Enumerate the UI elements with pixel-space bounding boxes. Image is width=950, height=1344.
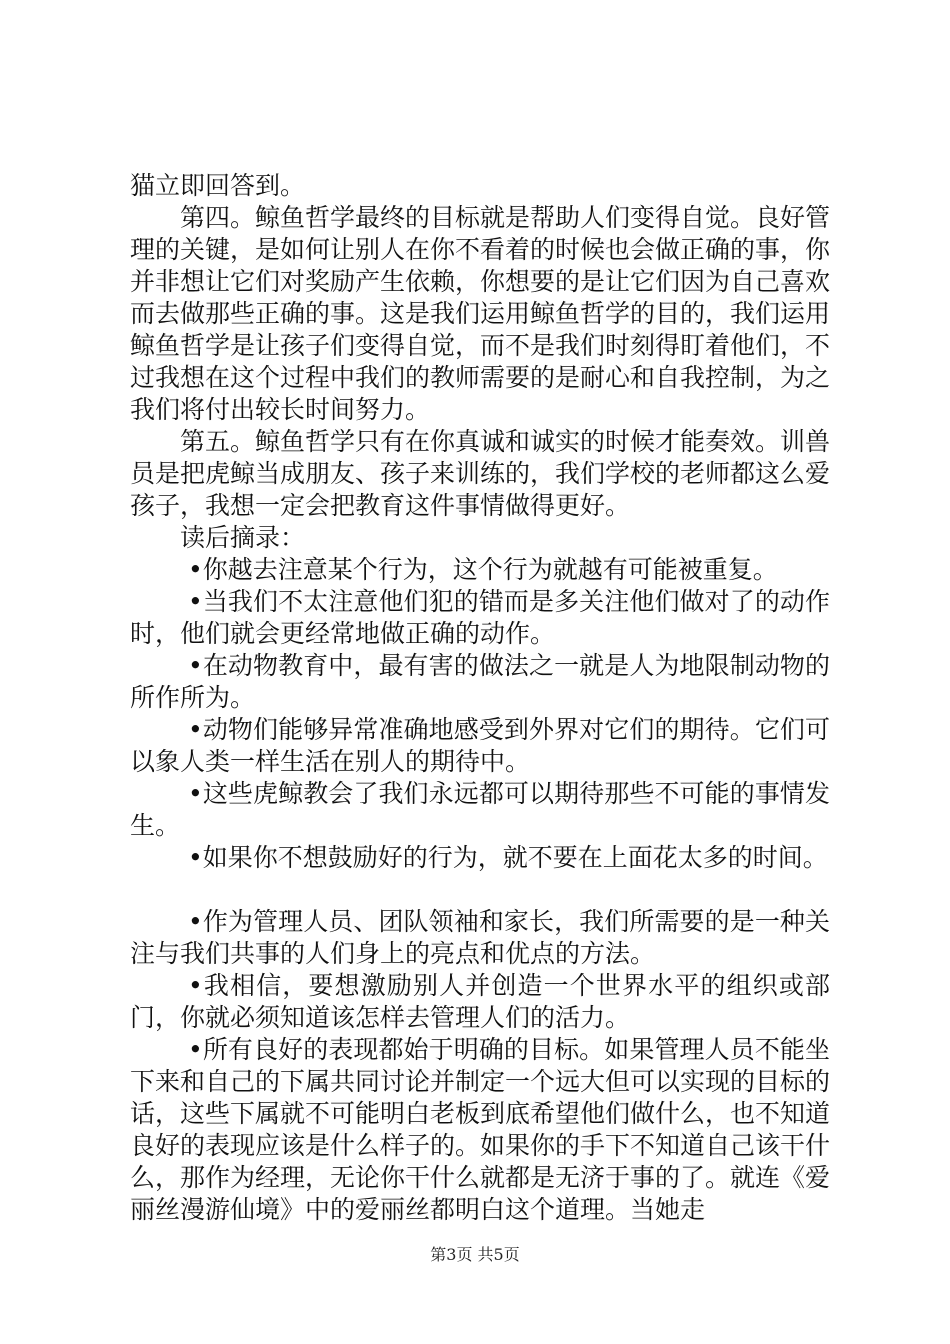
excerpt-item: •动物们能够异常准确地感受到外界对它们的期待。它们可以象人类一样生活在别人的期待中。 bbox=[130, 715, 830, 776]
excerpt-item: •在动物教育中，最有害的做法之一就是人为地限制动物的所作所为。 bbox=[130, 651, 830, 712]
excerpt-item: •我相信，要想激励别人并创造一个世界水平的组织或部门，你就必须知道该怎样去管理人们的活力。 bbox=[130, 971, 830, 1032]
page-number-footer: 第3页 共5页 bbox=[430, 1245, 520, 1264]
excerpt-item: •所有良好的表现都始于明确的目标。如果管理人员不能坐下来和自己的下属共同讨论并制定一个远大但可以实现的目标的话，这些下属就不可能明白老板到底希望他们做什么，也不知道良好的表现应该是什么样子的。如果你的手下不知道自己该干什么，那作为经理，无论你干什么就都是无济于事的了。就连《爱丽丝漫游仙境》中的爱丽丝都明白这个道理。当她走 bbox=[130, 1035, 831, 1224]
excerpts-heading: 读后摘录： bbox=[180, 523, 306, 552]
body-text bbox=[130, 170, 830, 1226]
paragraph-continuation: 猫立即回答到。 bbox=[130, 171, 306, 200]
paragraph-point-four: 第四。鲸鱼哲学最终的目标就是帮助人们变得自觉。良好管理的关键，是如何让别人在你不看着的时候也会做正确的事，你并非想让它们对奖励产生依赖，你想要的是让它们因为自己喜欢而去做那些正确的事。这是我们运用鲸鱼哲学的目的，我们运用鲸鱼哲学是让孩子们变得自觉，而不是我们时刻得盯着他们，不过我想在这个过程中我们的教师需要的是耐心和自我控制，为之我们将付出较长时间努力。 bbox=[130, 203, 831, 424]
blank-line bbox=[130, 874, 830, 906]
excerpt-item: •你越去注意某个行为，这个行为就越有可能被重复。 bbox=[188, 555, 778, 584]
excerpt-item: •如果你不想鼓励好的行为，就不要在上面花太多的时间。 bbox=[188, 843, 828, 872]
excerpt-item: •这些虎鲸教会了我们永远都可以期待那些不可能的事情发生。 bbox=[130, 779, 830, 840]
excerpt-item: •作为管理人员、团队领袖和家长，我们所需要的是一种关注与我们共事的人们身上的亮点和优点的方法。 bbox=[130, 907, 830, 968]
paragraph-point-five: 第五。鲸鱼哲学只有在你真诚和诚实的时候才能奏效。训兽员是把虎鲸当成朋友、孩子来训练的，我们学校的老师都这么爱孩子，我想一定会把教育这件事情做得更好。 bbox=[130, 427, 831, 520]
excerpt-item: •当我们不太注意他们犯的错而是多关注他们做对了的动作时，他们就会更经常地做正确的动作。 bbox=[130, 587, 830, 648]
